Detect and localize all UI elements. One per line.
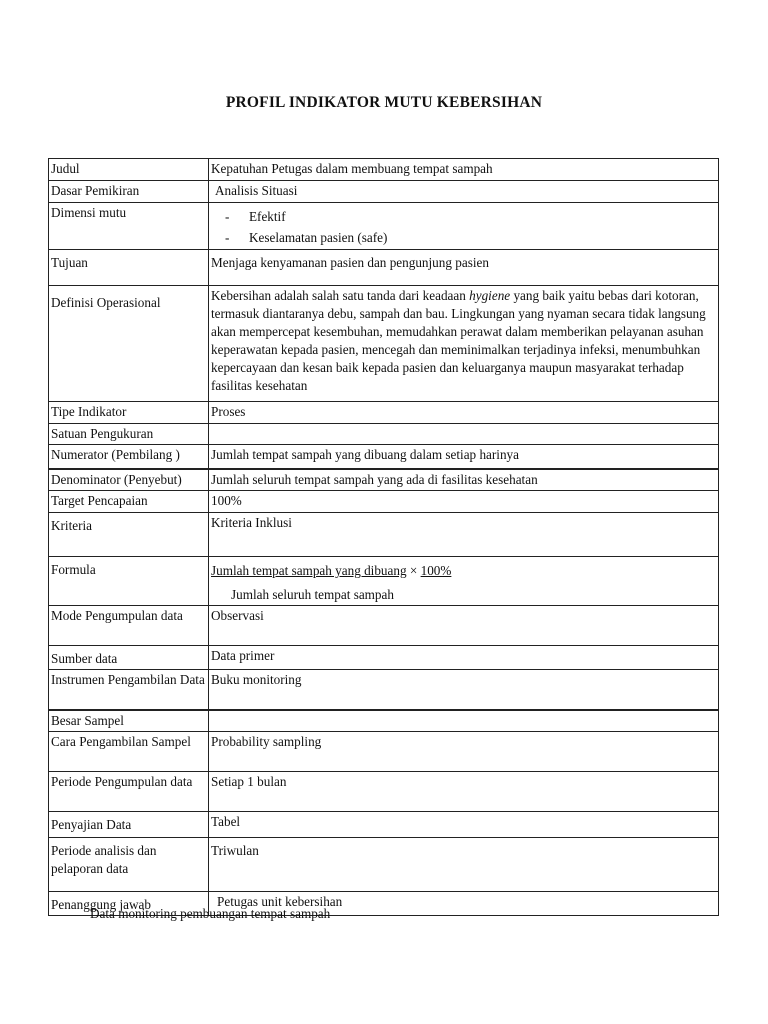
row-label: Formula	[49, 557, 209, 606]
row-value	[209, 710, 719, 732]
footer-note: Data monitoring pembuangan tempat sampah	[90, 906, 331, 921]
row-value-text: Petugas unit kebersihan	[217, 893, 343, 909]
table-row	[49, 286, 719, 402]
list-item-text: Efektif	[249, 209, 286, 224]
row-label: Numerator (Pembilang )	[49, 445, 209, 469]
table-row	[49, 606, 719, 646]
row-value: Probability sampling	[209, 731, 719, 771]
list-item: - Keselamatan pasien (safe)	[225, 230, 388, 245]
row-value: Kepatuhan Petugas dalam membuang tempat sampah	[209, 159, 719, 181]
row-value: Buku monitoring	[209, 670, 719, 710]
row-label: Tujuan	[49, 250, 209, 286]
table-row	[49, 469, 719, 491]
table-row	[49, 710, 719, 732]
table-row	[49, 557, 719, 606]
row-value: 100%	[209, 491, 719, 513]
table-row	[49, 670, 719, 710]
row-value: Tabel	[209, 811, 719, 837]
row-value: Jumlah seluruh tempat sampah yang ada di fasilitas kesehatan	[209, 469, 719, 491]
row-label: Tipe Indikator	[49, 402, 209, 424]
definition-emphasis: hygiene	[469, 288, 511, 303]
formula-percent: 100%	[420, 563, 452, 578]
row-value	[209, 181, 719, 203]
table-row	[49, 445, 719, 469]
formula-denominator: Jumlah seluruh tempat sampah	[231, 587, 394, 602]
definition-text-post: yang baik yaitu bebas dari kotoran, termasuk diantaranya debu, sampah dan bau. Lingkungan yang nyaman secara tidak langsung akan mempercepat kesembuhan, memudahkan perawat dalam memberikan pelayanan asuhan keperawatan kepada pasien, mencegah dan meminimalkan terjadinya infeksi, menumbuhkan kepercayaan dan kesan baik kepada pasien dan keluarganya maupun masyarakat terhadap fasilitas kesehatan	[211, 288, 706, 393]
table-row	[49, 811, 719, 837]
list-item: - Efektif	[225, 209, 286, 224]
row-label: Besar Sampel	[49, 710, 209, 732]
formula-numerator-line	[211, 562, 715, 580]
row-value: Menjaga kenyamanan pasien dan pengunjung pasien	[209, 250, 719, 286]
row-label: Penyajian Data	[49, 811, 209, 837]
row-label: Periode analisis dan pelaporan data	[49, 837, 209, 891]
row-value	[209, 424, 719, 445]
row-value	[209, 557, 719, 606]
table-row	[49, 181, 719, 203]
list-item-text: Keselamatan pasien (safe)	[249, 230, 388, 245]
table-row	[49, 203, 719, 250]
row-label: Kriteria	[49, 513, 209, 557]
row-label: Target Pencapaian	[49, 491, 209, 513]
row-value: Proses	[209, 402, 719, 424]
row-value: Setiap 1 bulan	[209, 771, 719, 811]
row-label: Sumber data	[49, 646, 209, 670]
table-row	[49, 424, 719, 445]
row-value	[209, 203, 719, 250]
row-label: Periode Pengumpulan data	[49, 771, 209, 811]
table-row	[49, 646, 719, 670]
indicator-profile-table	[48, 158, 719, 916]
row-value: Jumlah tempat sampah yang dibuang dalam setiap harinya	[209, 445, 719, 469]
row-label: Penanggung jawab	[49, 891, 209, 915]
row-label: Judul	[49, 159, 209, 181]
row-label: Satuan Pengukuran	[49, 424, 209, 445]
table-row	[49, 491, 719, 513]
formula-times: ×	[406, 563, 421, 578]
table-row	[49, 159, 719, 181]
row-label: Denominator (Penyebut)	[49, 469, 209, 491]
row-value: Kriteria Inklusi	[209, 513, 719, 557]
row-label: Definisi Operasional	[49, 286, 209, 402]
definition-text-pre: Kebersihan adalah salah satu tanda dari keadaan	[211, 288, 470, 303]
row-label: Dimensi mutu	[49, 203, 209, 250]
row-value	[209, 286, 719, 402]
table-row	[49, 731, 719, 771]
row-label: Instrumen Pengambilan Data	[49, 670, 209, 710]
table-row	[49, 402, 719, 424]
row-value: Data primer	[209, 646, 719, 670]
table-row	[49, 513, 719, 557]
page-title: PROFIL INDIKATOR MUTU KEBERSIHAN	[225, 94, 543, 111]
row-label: Dasar Pemikiran	[49, 181, 209, 203]
table-row	[49, 771, 719, 811]
table-row	[49, 837, 719, 891]
row-value: Triwulan	[209, 837, 719, 891]
row-label: Mode Pengumpulan data	[49, 606, 209, 646]
table-row	[49, 250, 719, 286]
row-value-text: Analisis Situasi	[215, 183, 298, 198]
dimension-list	[211, 206, 715, 248]
formula-numerator: Jumlah tempat sampah yang dibuang	[211, 563, 407, 578]
row-value: Observasi	[209, 606, 719, 646]
row-label: Cara Pengambilan Sampel	[49, 731, 209, 771]
